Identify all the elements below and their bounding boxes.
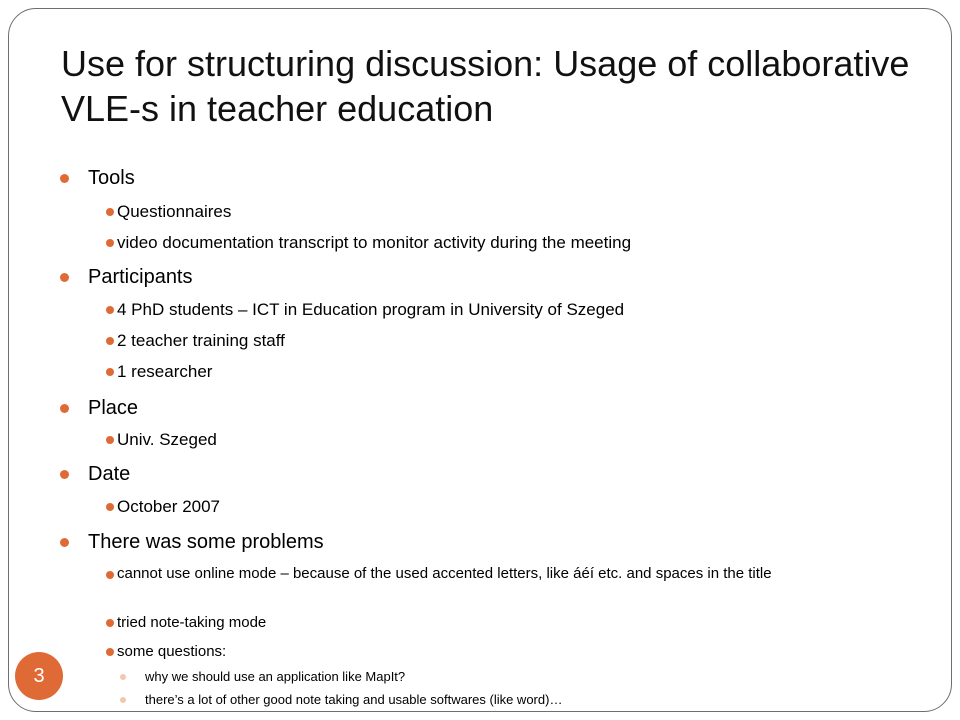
bullet-dot-icon	[106, 619, 114, 627]
bullet-dot-icon	[106, 368, 114, 376]
bullet-dot-icon	[106, 239, 114, 247]
list-item-label: 2 teacher training staff	[117, 331, 285, 350]
list-item-label: Questionnaires	[117, 202, 232, 221]
bullet-dot-icon	[120, 674, 126, 680]
list-item-label: There was some problems	[88, 531, 324, 553]
bullet-dot-icon	[106, 648, 114, 656]
list-item-label: 1 researcher	[117, 362, 213, 381]
bullet-dot-icon	[60, 273, 69, 282]
list-item-label: there’s a lot of other good note taking and usable softwares (like word)…	[145, 692, 563, 707]
bullet-dot-icon	[60, 174, 69, 183]
bullet-dot-icon	[106, 306, 114, 314]
page-number-badge: 3	[15, 652, 63, 700]
list-item-label: Univ. Szeged	[117, 430, 217, 449]
bullet-dot-icon	[120, 697, 126, 703]
list-item-label: why we should use an application like MapIt?	[145, 669, 406, 684]
list-item-label: 4 PhD students – ICT in Education program in University of Szeged	[117, 300, 625, 319]
bullet-dot-icon	[60, 470, 69, 479]
list-item-label: tried note-taking mode	[117, 614, 267, 631]
slide-frame	[8, 8, 952, 712]
bullet-dot-icon	[106, 337, 114, 345]
list-item-label: October 2007	[117, 497, 221, 516]
bullet-dot-icon	[106, 208, 114, 216]
bullet-dot-icon	[60, 538, 69, 547]
list-item-label: Place	[88, 397, 139, 419]
list-item-label: video documentation transcript to monitor activity during the meeting	[117, 233, 632, 252]
list-item-label: some questions:	[117, 643, 227, 660]
bullet-dot-icon	[60, 404, 69, 413]
list-item-label: Date	[88, 463, 131, 485]
list-item-label: Participants	[88, 266, 193, 288]
list-item-label: cannot use online mode – because of the used accented letters, like áéí etc. and spaces in the title	[117, 565, 772, 582]
bullet-dot-icon	[106, 503, 114, 511]
list-item-label: Tools	[88, 167, 135, 189]
bullet-dot-icon	[106, 436, 114, 444]
bullet-dot-icon	[106, 571, 114, 579]
slide-title: Use for structuring discussion: Usage of collaborative VLE-s in teacher education	[61, 43, 910, 129]
